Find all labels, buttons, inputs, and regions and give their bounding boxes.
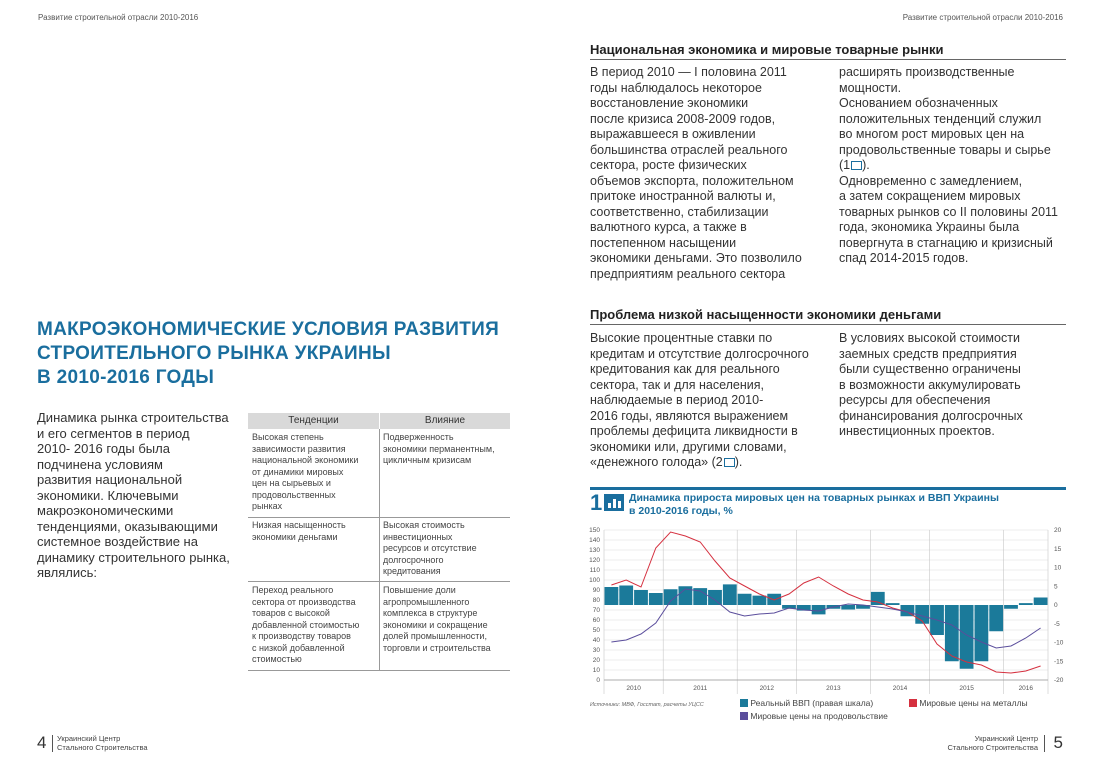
cell-line: стоимостью (252, 654, 302, 664)
cell-line: рынках (252, 501, 283, 511)
lead-line: динамику строительного рынка, (37, 549, 230, 565)
gdp-bar (945, 605, 959, 661)
gdp-bar (753, 596, 767, 605)
left-tick-label: 100 (589, 577, 600, 584)
lead-line: 2010- 2016 годы была (37, 441, 170, 456)
text-line: предприятиям реального сектора (590, 266, 786, 281)
legend-swatch (740, 712, 748, 720)
gdp-bar (634, 590, 648, 605)
footer-org-line: Украинский Центр (974, 734, 1038, 743)
gdp-bar (886, 603, 900, 605)
right-tick-label: 15 (1054, 545, 1062, 553)
gdp-bar (738, 594, 752, 605)
text-line: годы наблюдалось некоторое (590, 80, 762, 95)
table-bottom-border (248, 670, 510, 671)
header-right: Развитие строительной отрасли 2010-2016 (902, 13, 1063, 22)
footer-org-line: Украинский Центр (57, 734, 121, 743)
page-title (37, 318, 507, 390)
text-line: продовольственные товары и сырье (839, 142, 1051, 157)
page-number-right: 5 (1053, 733, 1063, 752)
gdp-bar (723, 584, 737, 605)
section2-column1 (590, 331, 830, 471)
legend-label: Мировые цены на продовольствие (750, 711, 888, 721)
cell-line: долгосрочного (383, 554, 444, 565)
section-heading: Национальная экономика и мировые товарные рынки (590, 42, 944, 57)
text-line: 2016 годы, являются выражением (590, 408, 789, 423)
left-tick-label: 150 (589, 527, 600, 534)
left-tick-label: 40 (592, 637, 600, 644)
text-line: В период 2010 — I половина 2011 (590, 65, 787, 79)
lead-line: тенденциями, оказывающими (37, 518, 218, 534)
x-tick-label: 2014 (892, 685, 908, 692)
text-line: проблемы дефицита ликвидности в (590, 424, 798, 438)
page-title-line: СТРОИТЕЛЬНОГО РЫНКА УКРАИНЫ (37, 343, 391, 364)
cell-line: цен на сырьевых и (252, 478, 331, 488)
header-left: Развитие строительной отрасли 2010-2016 (38, 13, 199, 22)
legend-item-food (740, 711, 888, 721)
text-line-with-ref (839, 158, 1069, 174)
table-cell-trend (252, 585, 376, 666)
footer-divider (1044, 735, 1045, 752)
gdp-bar (841, 605, 855, 610)
text-line: постепенном насыщении (590, 235, 737, 250)
cell-line: долей промышленности, (383, 631, 487, 641)
section-heading: Проблема низкой насыщенности экономики деньгами (590, 307, 942, 322)
text-line: положительных тенденций служил (839, 111, 1042, 126)
legend-swatch (740, 699, 748, 707)
x-tick-label: 2011 (693, 685, 708, 692)
right-tick-label: 10 (1054, 564, 1062, 572)
chart-ref-icon[interactable] (724, 458, 735, 467)
cell-line: с низкой добавленной (252, 642, 345, 653)
left-tick-label: 60 (592, 617, 600, 624)
table-column-divider (379, 429, 380, 671)
chart-number: 1 (590, 490, 603, 515)
text-line: финансирования долгосрочных (839, 408, 1023, 423)
gdp-bar (1004, 605, 1018, 609)
left-tick-label: 90 (592, 587, 600, 594)
ref-open: «денежного голода» (2 (590, 455, 723, 469)
page-number-left: 4 (37, 733, 47, 752)
chart-top-rule (590, 487, 1066, 490)
x-tick-label: 2013 (826, 685, 841, 692)
section-rule (590, 324, 1066, 325)
left-tick-label: 20 (592, 657, 600, 664)
x-tick-label: 2015 (959, 685, 974, 692)
table-cell-trend (252, 432, 376, 513)
table-row-divider (248, 517, 510, 518)
right-tick-label: -15 (1054, 658, 1064, 666)
cell-line: комплекса в структуре (383, 608, 478, 618)
legend-item-metals (909, 698, 1028, 708)
lead-line: экономики. Ключевыми (37, 487, 179, 503)
cell-line: Высокая стоимость (383, 520, 465, 530)
text-line: инвестиционных проектов. (839, 424, 995, 438)
text-line: В условиях высокой стоимости (839, 331, 1020, 345)
right-tick-label: 0 (1054, 602, 1058, 609)
gdp-bar (975, 605, 989, 661)
footer-org-left (57, 734, 148, 752)
right-tick-label: -20 (1054, 677, 1064, 684)
cell-line: сектора от производства (252, 596, 356, 607)
right-tick-label: -10 (1054, 639, 1064, 647)
text-line: во многом рост мировых цен на (839, 127, 1025, 141)
cell-line: к производству товаров (252, 631, 351, 641)
footer-org-line: Стального Строительства (57, 743, 148, 752)
left-tick-label: 70 (592, 607, 600, 614)
lead-line: подчинена условиям (37, 456, 163, 472)
right-tick-label: 20 (1054, 527, 1062, 534)
lead-line: являлись: (37, 565, 98, 580)
footer-divider (52, 735, 53, 752)
legend-label: Мировые цены на металлы (919, 698, 1028, 708)
table-cell-impact (383, 432, 509, 467)
cell-line: Подверженность (383, 432, 454, 442)
cell-line: добавленной стоимостью (252, 619, 360, 630)
section-rule (590, 59, 1066, 60)
footer-org-right (947, 734, 1038, 752)
chart-title-line: в 2010-2016 годы, % (629, 505, 733, 517)
text-line: объемов экспорта, положительном (590, 173, 794, 188)
lead-line: и его сегментов в период (37, 425, 190, 441)
chart-title-line: Динамика прироста мировых цен на товарных рынках и ВВП Украины (629, 492, 999, 504)
cell-line: национальной экономики (252, 455, 359, 465)
text-line: заемных средств предприятия (839, 346, 1017, 361)
cell-line: экономики деньгами (252, 531, 338, 542)
ref-close: ). (862, 158, 870, 172)
text-line: в возможности аккумулировать (839, 377, 1021, 392)
cell-line: товаров с высокой (252, 608, 330, 618)
legend-item-gdp (740, 698, 873, 708)
lead-line: макроэкономическими (37, 503, 174, 518)
cell-line: ресурсов и отсутствие (383, 543, 477, 553)
table-cell-impact (383, 520, 509, 578)
chart-title (629, 492, 1059, 518)
text-line: а затем сокращением мировых (839, 189, 1021, 203)
chart-svg (580, 522, 1080, 697)
text-line: года, экономика Украины была (839, 220, 1020, 234)
section1-column2 (839, 65, 1069, 267)
gdp-bar (1019, 603, 1033, 605)
gdp-bar (1034, 598, 1048, 606)
left-tick-label: 140 (589, 537, 600, 544)
section1-column1 (590, 65, 820, 282)
x-tick-label: 2010 (626, 685, 641, 692)
text-line: были существенно ограничены (839, 362, 1021, 376)
footer-org-line: Стального Строительства (947, 743, 1038, 752)
text-line: ресурсы для обеспечения (839, 393, 991, 407)
left-tick-label: 10 (592, 667, 600, 674)
text-line: кредитам и отсутствие долгосрочного (590, 346, 809, 361)
text-line: мощности. (839, 80, 902, 95)
left-tick-label: 30 (592, 647, 600, 654)
cell-line: агропромышленного (383, 596, 470, 607)
text-line: сектора, так и для населения, (590, 377, 764, 392)
right-tick-label: 5 (1054, 583, 1058, 591)
cell-line: Высокая степень (252, 432, 324, 442)
lead-line: системное воздействие на (37, 534, 198, 549)
table-cell-impact (383, 585, 509, 654)
text-line: большинства отраслей реального (590, 142, 788, 157)
text-line: Основанием обозначенных (839, 96, 998, 110)
right-tick-label: -5 (1054, 620, 1060, 628)
cell-line: торговли и строительства (383, 642, 491, 653)
lead-paragraph (37, 410, 237, 581)
left-tick-label: 120 (589, 557, 600, 564)
text-line: Высокие процентные ставки по (590, 331, 773, 345)
gdp-bar (871, 592, 885, 605)
cell-line: цикличным кризисам (383, 455, 472, 465)
text-line: товарных рынков со II половины 2011 (839, 204, 1058, 219)
cell-line: кредитования (383, 566, 441, 576)
gdp-bar (649, 593, 663, 605)
cell-line: экономики перманентным, (383, 443, 495, 454)
table-header-impact: Влияние (380, 413, 510, 429)
left-tick-label: 80 (592, 597, 600, 604)
text-line: соответственно, стабилизации (590, 204, 769, 219)
chart-icon (604, 494, 624, 511)
x-tick-label: 2012 (759, 685, 775, 692)
page-title-line: МАКРОЭКОНОМИЧЕСКИЕ УСЛОВИЯ РАЗВИТИЯ (37, 319, 500, 340)
cell-line: Переход реального (252, 585, 334, 595)
ref-close: ). (734, 455, 743, 469)
text-line: повергнута в стагнацию и кризисный (839, 235, 1053, 250)
gdp-bar (605, 587, 619, 605)
section2-column2 (839, 331, 1069, 440)
cell-line: экономики и сокращение (383, 619, 488, 630)
text-line: валютного курса, а также в (590, 220, 747, 234)
cell-line: от динамики мировых (252, 466, 344, 477)
text-line: расширять производственные (839, 65, 1015, 79)
text-line: после кризиса 2008-2009 годов, (590, 111, 776, 126)
text-line: экономики или, другими словами, (590, 439, 787, 454)
cell-line: Низкая насыщенность (252, 520, 346, 530)
left-tick-label: 110 (589, 567, 600, 574)
text-line: наблюдаемые в период 2010- (590, 393, 764, 407)
text-line: Одновременно с замедлением, (839, 173, 1023, 188)
text-line: восстановление экономики (590, 96, 749, 110)
x-tick-label: 2016 (1018, 685, 1034, 692)
cell-line: зависимости развития (252, 443, 346, 454)
cell-line: инвестиционных (383, 531, 453, 542)
table-row-divider (248, 581, 510, 582)
cell-line: Повышение доли (383, 585, 456, 595)
left-tick-label: 50 (592, 627, 600, 634)
gdp-bar (767, 594, 781, 605)
trends-table (248, 413, 510, 671)
table-header-trends: Тенденции (248, 413, 379, 429)
text-line: экономики деньгами. Это позволило (590, 251, 802, 265)
gdp-bar (619, 586, 633, 606)
chart-ref-icon[interactable] (851, 161, 862, 170)
chart-source: Источники: МВФ, Госстат, расчеты УЦСС (590, 702, 704, 708)
lead-line: развития национальной (37, 472, 183, 487)
text-line: сектора, росте физических (590, 158, 747, 172)
gdp-bar (989, 605, 1003, 631)
legend-label: Реальный ВВП (правая шкала) (750, 698, 874, 708)
table-cell-trend (252, 520, 376, 543)
ref-open: (1 (839, 158, 851, 172)
cell-line: продовольственных (252, 489, 336, 500)
text-line: спад 2014-2015 годов. (839, 251, 969, 265)
text-line: притоке иностранной валюты и, (590, 189, 776, 203)
text-line-with-ref (590, 455, 830, 471)
text-line: выражавшееся в оживлении (590, 127, 756, 141)
text-line: кредитования как для реального (590, 362, 780, 376)
page-title-line: В 2010-2016 ГОДЫ (37, 367, 215, 388)
legend-swatch (909, 699, 917, 707)
lead-line: Динамика рынка строительства (37, 410, 229, 425)
left-tick-label: 0 (596, 677, 600, 684)
left-tick-label: 130 (589, 547, 600, 554)
